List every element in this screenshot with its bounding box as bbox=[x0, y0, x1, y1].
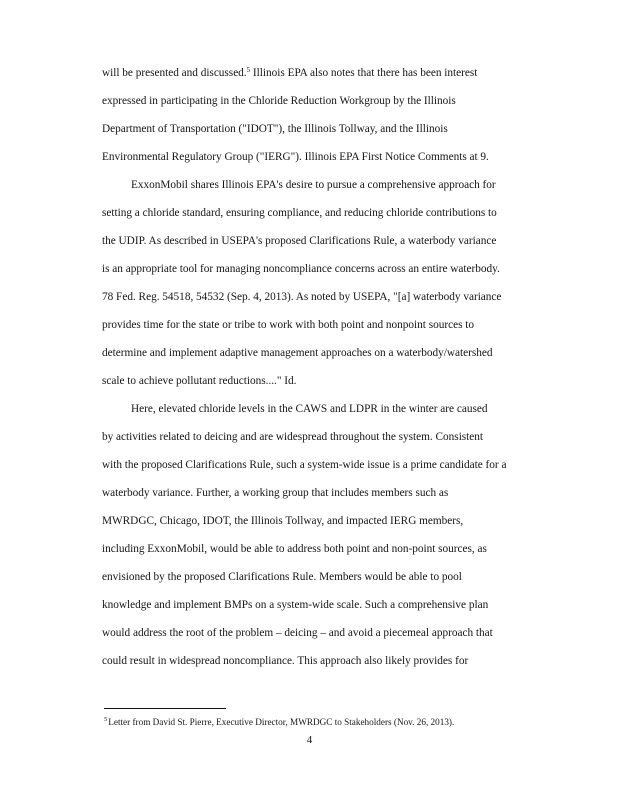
footnote-text: Letter from David St. Pierre, Executive Director, MWRDGC to Stakeholders (Nov. 26, 2013). bbox=[108, 717, 455, 727]
paragraph-line: Department of Transportation ("IDOT"), the Illinois Tollway, and the Illinois bbox=[102, 123, 448, 135]
paragraph-line: ExxonMobil shares Illinois EPA's desire to pursue a comprehensive approach for bbox=[131, 179, 496, 191]
paragraph-line: setting a chloride standard, ensuring compliance, and reducing chloride contributions to bbox=[102, 207, 497, 219]
footnote-separator bbox=[104, 708, 226, 709]
footnote-number: 5 bbox=[104, 716, 108, 723]
paragraph-text: Illinois EPA also notes that there has been interest bbox=[252, 67, 478, 79]
paragraph-line: scale to achieve pollutant reductions...." Id. bbox=[102, 375, 297, 387]
paragraph-line: envisioned by the proposed Clarifications Rule. Members would be able to pool bbox=[102, 571, 462, 583]
paragraph-line: determine and implement adaptive management approaches on a waterbody/watershed bbox=[102, 347, 493, 359]
paragraph-line: Environmental Regulatory Group ("IERG"). Illinois EPA First Notice Comments at 9. bbox=[102, 151, 489, 163]
paragraph-line: by activities related to deicing and are widespread throughout the system. Consistent bbox=[102, 431, 484, 443]
paragraph-text: will be presented and discussed. bbox=[102, 67, 247, 79]
paragraph-line bbox=[102, 66, 542, 80]
paragraph-line: expressed in participating in the Chloride Reduction Workgroup by the Illinois bbox=[102, 95, 456, 107]
paragraph-line: including ExxonMobil, would be able to address both point and non-point sources, as bbox=[102, 543, 487, 555]
paragraph-line: the UDIP. As described in USEPA's proposed Clarifications Rule, a waterbody variance bbox=[102, 235, 497, 247]
paragraph-line: with the proposed Clarifications Rule, such a system-wide issue is a prime candidate for a bbox=[102, 459, 507, 471]
paragraph-line: 78 Fed. Reg. 54518, 54532 (Sep. 4, 2013). As noted by USEPA, "[a] waterbody variance bbox=[102, 291, 502, 303]
paragraph-line: is an appropriate tool for managing noncompliance concerns across an entire waterbody. bbox=[102, 263, 500, 275]
page-number: 4 bbox=[306, 734, 313, 746]
footnote bbox=[104, 716, 534, 728]
paragraph-line: Here, elevated chloride levels in the CAWS and LDPR in the winter are caused bbox=[131, 403, 488, 415]
paragraph-line: could result in widespread noncompliance. This approach also likely provides for bbox=[102, 655, 469, 667]
footnote-marker: 5 bbox=[246, 66, 251, 74]
paragraph-line: would address the root of the problem – deicing – and avoid a piecemeal approach that bbox=[102, 627, 493, 639]
paragraph-line: provides time for the state or tribe to work with both point and nonpoint sources to bbox=[102, 319, 474, 331]
paragraph-line: MWRDGC, Chicago, IDOT, the Illinois Tollway, and impacted IERG members, bbox=[102, 515, 464, 527]
paragraph-line: waterbody variance. Further, a working group that includes members such as bbox=[102, 487, 449, 499]
paragraph-line: knowledge and implement BMPs on a system-wide scale. Such a comprehensive plan bbox=[102, 599, 489, 611]
